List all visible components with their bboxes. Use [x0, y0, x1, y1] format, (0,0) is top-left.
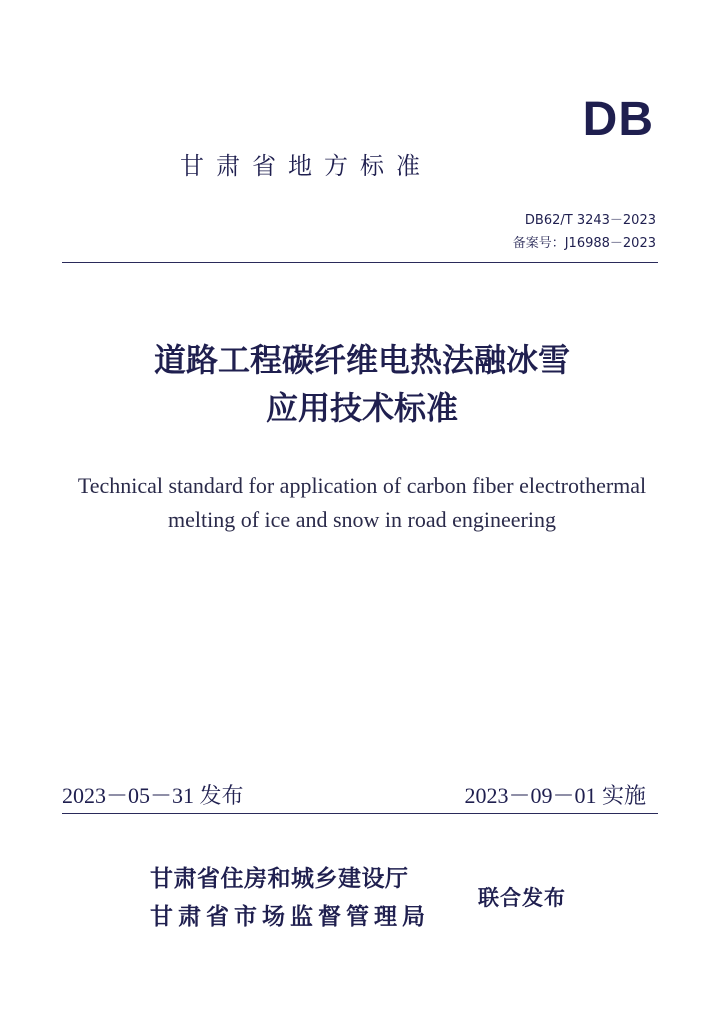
english-title [0, 469, 724, 537]
issuer-housing-department: 甘肃省住房和城乡建设厅 [150, 866, 409, 892]
top-divider [62, 262, 658, 263]
english-title-line-2: melting of ice and snow in road engineering [168, 507, 556, 532]
english-title-line-1: Technical standard for application of carbon fiber electrothermal [77, 473, 647, 498]
publish-date: 2023－05－31 发布 [62, 783, 244, 808]
issuer-market-regulation: 甘肃省市场监督管理局 [150, 904, 430, 930]
chinese-title-line-1: 道路工程碳纤维电热法融冰雪 [153, 341, 570, 379]
joint-release-label: 联合发布 [478, 886, 566, 910]
standard-codes [513, 209, 656, 255]
db-logo: DB [582, 93, 654, 146]
standard-type: 甘肃省地方标准 [180, 152, 432, 180]
record-number: 备案号：J16988－2023 [512, 236, 656, 251]
bottom-divider [62, 813, 658, 814]
standard-code: DB62/T 3243－2023 [524, 213, 656, 228]
issuing-authorities [150, 860, 430, 936]
implement-date: 2023－09－01 实施 [464, 783, 646, 808]
chinese-title-line-2: 应用技术标准 [265, 389, 458, 427]
chinese-title [0, 336, 724, 432]
